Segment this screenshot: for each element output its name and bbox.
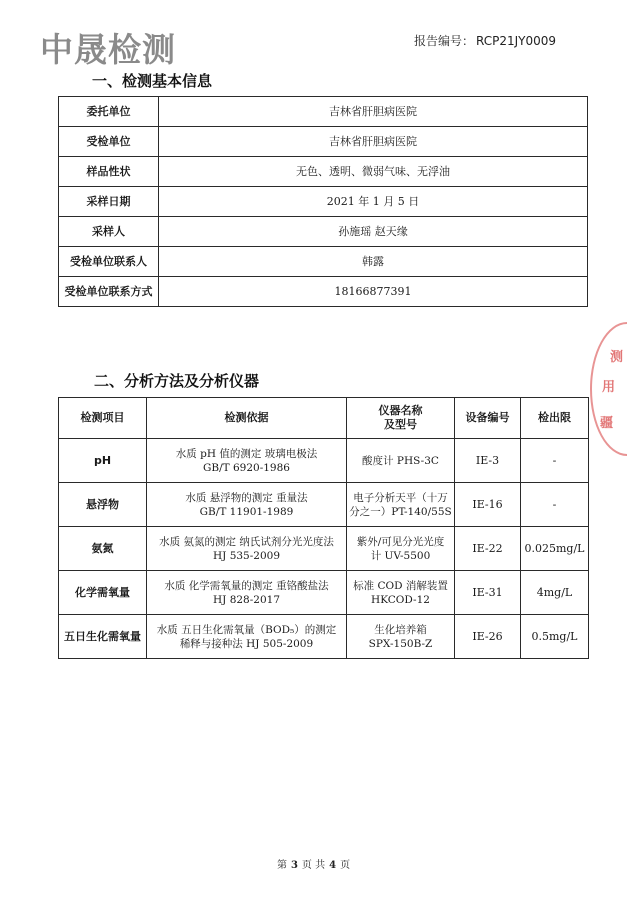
footer-total-pages: 4 — [329, 860, 337, 871]
row-value: 2021 年 1 月 5 日 — [159, 187, 588, 217]
basis-line1: 水质 五日生化需氧量（BOD₅）的测定 — [156, 623, 337, 636]
instrument-line1: 酸度计 PHS-3C — [362, 454, 439, 467]
table-row — [59, 615, 589, 659]
row-value: 韩露 — [159, 247, 588, 277]
basis-line2: GB/T 11901-1989 — [199, 505, 294, 518]
table-row — [59, 527, 589, 571]
cell-item: 氨氮 — [59, 527, 147, 571]
row-label: 受检单位 — [59, 127, 159, 157]
basis-line2: HJ 535-2009 — [212, 549, 280, 562]
row-label: 受检单位联系方式 — [59, 277, 159, 307]
stamp-char: 测 — [610, 350, 624, 365]
cell-instrument — [347, 483, 455, 527]
row-value: 无色、透明、微弱气味、无浮油 — [159, 157, 588, 187]
instrument-line2: SPX-150B-Z — [368, 637, 433, 650]
official-seal-stamp — [590, 322, 627, 456]
cell-limit: 0.5mg/L — [521, 615, 589, 659]
instrument-line2: HKCOD-12 — [371, 593, 430, 606]
cell-device-no: IE-26 — [455, 615, 521, 659]
cell-basis — [147, 483, 347, 527]
cell-basis — [147, 615, 347, 659]
header-instrument-line2: 及型号 — [384, 418, 417, 431]
table-row — [59, 97, 588, 127]
row-value: 18166877391 — [159, 277, 588, 307]
row-label: 采样人 — [59, 217, 159, 247]
cell-basis — [147, 571, 347, 615]
basis-line1: 水质 悬浮物的测定 重量法 — [185, 491, 308, 504]
company-logo: 中晟检测 — [40, 30, 176, 69]
table-row — [59, 439, 589, 483]
basis-line1: 水质 化学需氧量的测定 重铬酸盐法 — [164, 579, 329, 592]
cell-limit: 0.025mg/L — [521, 527, 589, 571]
table-row — [59, 187, 588, 217]
instrument-line1: 电子分析天平（十万 — [353, 491, 448, 504]
table-row — [59, 277, 588, 307]
cell-instrument — [347, 615, 455, 659]
report-number-label: 报告编号： — [414, 34, 475, 48]
header-instrument — [347, 398, 455, 439]
header-item: 检测项目 — [59, 398, 147, 439]
cell-device-no: IE-3 — [455, 439, 521, 483]
table-row — [59, 157, 588, 187]
cell-item: 五日生化需氧量 — [59, 615, 147, 659]
row-label: 委托单位 — [59, 97, 159, 127]
basis-line2: GB/T 6920-1986 — [203, 461, 290, 474]
table-row — [59, 247, 588, 277]
table-row — [59, 127, 588, 157]
cell-item: 化学需氧量 — [59, 571, 147, 615]
header-device-no: 设备编号 — [455, 398, 521, 439]
cell-basis — [147, 439, 347, 483]
instrument-line2: 计 UV-5500 — [370, 549, 431, 562]
table-row — [59, 217, 588, 247]
table-header-row — [59, 398, 589, 439]
cell-device-no: IE-16 — [455, 483, 521, 527]
basic-info-table — [58, 96, 588, 307]
cell-instrument — [347, 527, 455, 571]
cell-item: pH — [59, 439, 147, 483]
cell-instrument — [347, 439, 455, 483]
cell-device-no: IE-22 — [455, 527, 521, 571]
row-value: 孙施瑶 赵天缘 — [159, 217, 588, 247]
footer-suffix: 页 — [340, 860, 351, 871]
basis-line1: 水质 氨氮的测定 纳氏试剂分光光度法 — [159, 535, 334, 548]
stamp-char: 疆 — [600, 416, 614, 431]
cell-item: 悬浮物 — [59, 483, 147, 527]
basis-line2: HJ 828-2017 — [212, 593, 280, 606]
row-value: 吉林省肝胆病医院 — [159, 97, 588, 127]
header-basis: 检测依据 — [147, 398, 347, 439]
basis-line2: 稀释与接种法 HJ 505-2009 — [179, 637, 314, 650]
header-instrument-line1: 仪器名称 — [378, 404, 423, 417]
footer-current-page: 3 — [290, 860, 298, 871]
header-limit: 检出限 — [521, 398, 589, 439]
cell-device-no: IE-31 — [455, 571, 521, 615]
instrument-line2: 分之一）PT-140/55S — [349, 505, 452, 518]
methods-table — [58, 397, 589, 659]
instrument-line1: 紫外/可见分光光度 — [356, 535, 445, 548]
section-basic-info-title: 一、检测基本信息 — [92, 72, 213, 90]
instrument-line1: 生化培养箱 — [374, 623, 427, 636]
row-label: 样品性状 — [59, 157, 159, 187]
cell-basis — [147, 527, 347, 571]
page-footer — [0, 856, 627, 871]
cell-instrument — [347, 571, 455, 615]
stamp-char: 用 — [602, 380, 616, 395]
table-row — [59, 571, 589, 615]
footer-middle: 页 共 — [301, 860, 326, 871]
section-methods-title: 二、分析方法及分析仪器 — [94, 372, 260, 390]
row-value: 吉林省肝胆病医院 — [159, 127, 588, 157]
report-number-value: RCP21JY0009 — [476, 34, 557, 48]
cell-limit: 4mg/L — [521, 571, 589, 615]
instrument-line1: 标准 COD 消解装置 — [353, 579, 448, 592]
report-number — [414, 32, 556, 49]
row-label: 受检单位联系人 — [59, 247, 159, 277]
row-label: 采样日期 — [59, 187, 159, 217]
basis-line1: 水质 pH 值的测定 玻璃电极法 — [175, 447, 318, 460]
cell-limit: - — [521, 483, 589, 527]
cell-limit: - — [521, 439, 589, 483]
footer-prefix: 第 — [276, 860, 287, 871]
table-row — [59, 483, 589, 527]
